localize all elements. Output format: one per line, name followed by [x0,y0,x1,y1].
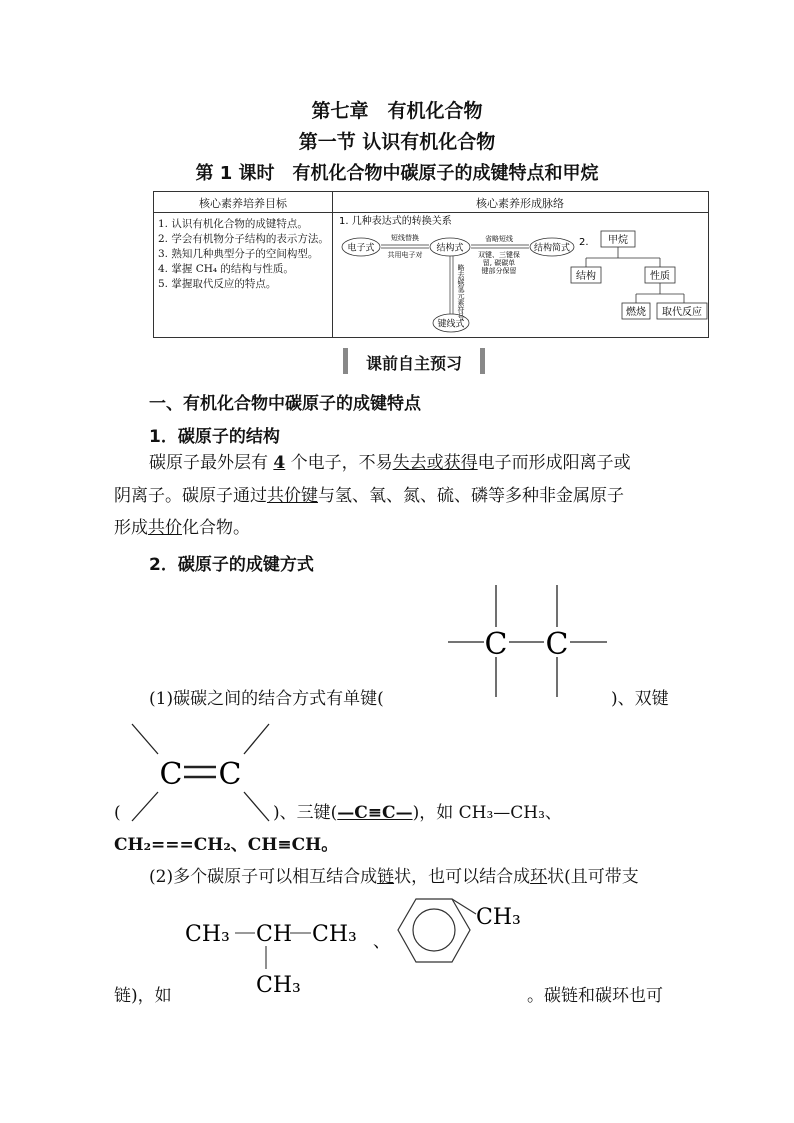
bond-line [244,724,269,754]
text-run: )，如 CH₃—CH₃、 [412,803,562,823]
goal-item: 2. 学会有机物分子结构的表示方法。 [158,233,329,245]
bond-line [452,899,476,914]
text-run: (2)多个碳原子可以相互结合成 [149,867,378,887]
paragraph-line [114,512,250,544]
properties-label: 性质 [650,271,670,282]
text-run: 化合物。 [182,518,250,538]
answer-blank: —C≡C— [337,803,413,823]
vertical-arrow-label: 略去碳氢元素符号 [457,264,465,320]
carbon-atom: C [545,627,569,662]
section-title: 第一节 认识有机化合物 [298,131,496,153]
text-run: )、三键( [273,803,338,823]
goal-item: 3. 熟知几种典型分子的空间构型。 [158,248,319,260]
context-header: 核心素养形成脉络 [476,197,564,210]
bond-line [132,724,158,754]
isobutane-structure [183,914,390,998]
subsection-heading: 1．碳原子的结构 [149,427,280,447]
answer-blank: 共价 [148,518,182,538]
arrow-label: 短线替换 [391,234,419,242]
line-formula-label: 键线式 [437,319,465,330]
text-run: 。碳链和碳环也可 [527,986,663,1006]
paragraph-line [149,447,631,479]
text-run: 与氢、氧、氮、硫、磷等多种非金属原子 [318,486,624,506]
text-run: ( [114,803,121,823]
methane-label: 甲烷 [608,235,628,246]
banner-text: 课前自主预习 [365,354,462,373]
lesson-title: 第 1 课时 有机化合物中碳原子的成键特点和甲烷 [195,163,599,184]
paragraph-line [611,683,669,715]
arrow-label: 省略短线 [485,235,513,243]
methyl-group: CH₃ [476,905,521,930]
bond-line [244,792,269,821]
core-literacy-table [153,191,709,338]
text-run: 状(且可带支 [547,867,639,887]
answer-blank: 环 [530,867,548,887]
structural-formula-label: 结构式 [436,243,464,254]
carbon-atom: C [159,757,183,792]
diagram-heading: 1. 几种表达式的转换关系 [339,216,452,227]
text-run: 阴离子。碳原子通过 [114,486,267,506]
methine-group: CH [256,922,293,947]
aromatic-circle [413,909,455,951]
answer-blank: 链 [377,867,395,887]
answer-blank: 失去或获得 [392,453,478,473]
text-run: 碳原子最外层有 [149,453,274,473]
subsection-heading: 2．碳原子的成键方式 [149,555,314,575]
chapter-title: 第七章 有机化合物 [311,100,483,122]
goals-header: 核心素养培养目标 [199,197,287,210]
arrow-label: 共用电子对 [387,251,423,259]
carbon-atom: C [484,627,508,662]
paragraph-line [149,861,639,893]
answer-blank: 4 [273,453,286,473]
simplified-formula-label: 结构简式 [533,243,571,254]
combustion-label: 燃烧 [626,307,646,318]
answer-blank: 共价键 [267,486,318,506]
arrow-label: 双键、三键保 [478,251,520,259]
text-run: (1)碳碳之间的结合方式有单键( [149,689,384,709]
single-bond-structure [446,585,611,700]
arrow-label: 留, 碳碳单 [482,259,516,267]
methyl-group: CH₃ [312,922,357,947]
electron-formula-label: 电子式 [347,243,375,254]
text-run: 形成 [114,518,148,538]
item-number: 2. [579,237,589,248]
separator: 、 [373,932,390,952]
preview-banner [343,348,485,374]
goals-list [158,217,330,292]
concept-diagram [333,212,709,337]
banner-bar-right [480,348,485,374]
paragraph-line [114,797,121,829]
text-run: 个电子，不易 [285,453,393,473]
bond-line [132,792,158,821]
paragraph-line [149,683,384,715]
paragraph-line [114,980,172,1012]
text-run: 链)，如 [114,986,172,1006]
carbon-atom: C [218,757,242,792]
paragraph-line: CH₂===CH₂、CH≡CH。 [114,835,339,855]
arrow-label: 键部分保留 [481,267,517,275]
goal-item: 5. 掌握取代反应的特点。 [158,278,277,290]
double-bond-structure [128,722,273,824]
goal-item: 1. 认识有机化合物的成键特点。 [158,218,308,230]
goal-item: 4. 掌握 CH₄ 的结构与性质。 [158,263,294,275]
text-run: )、双键 [611,689,669,709]
table-header [154,192,708,213]
paragraph-line [527,980,663,1012]
methyl-group: CH₃ [185,922,230,947]
structure-label: 结构 [576,271,596,282]
paragraph-line [273,797,562,829]
text-run: 电子而形成阳离子或 [477,453,631,473]
methyl-group: CH₃ [256,973,301,998]
toluene-structure [394,892,524,972]
text-run: 状，也可以结合成 [394,867,531,887]
substitution-label: 取代反应 [662,307,702,318]
paragraph-line [114,480,624,512]
section-heading: 一、有机化合物中碳原子的成键特点 [149,394,421,414]
